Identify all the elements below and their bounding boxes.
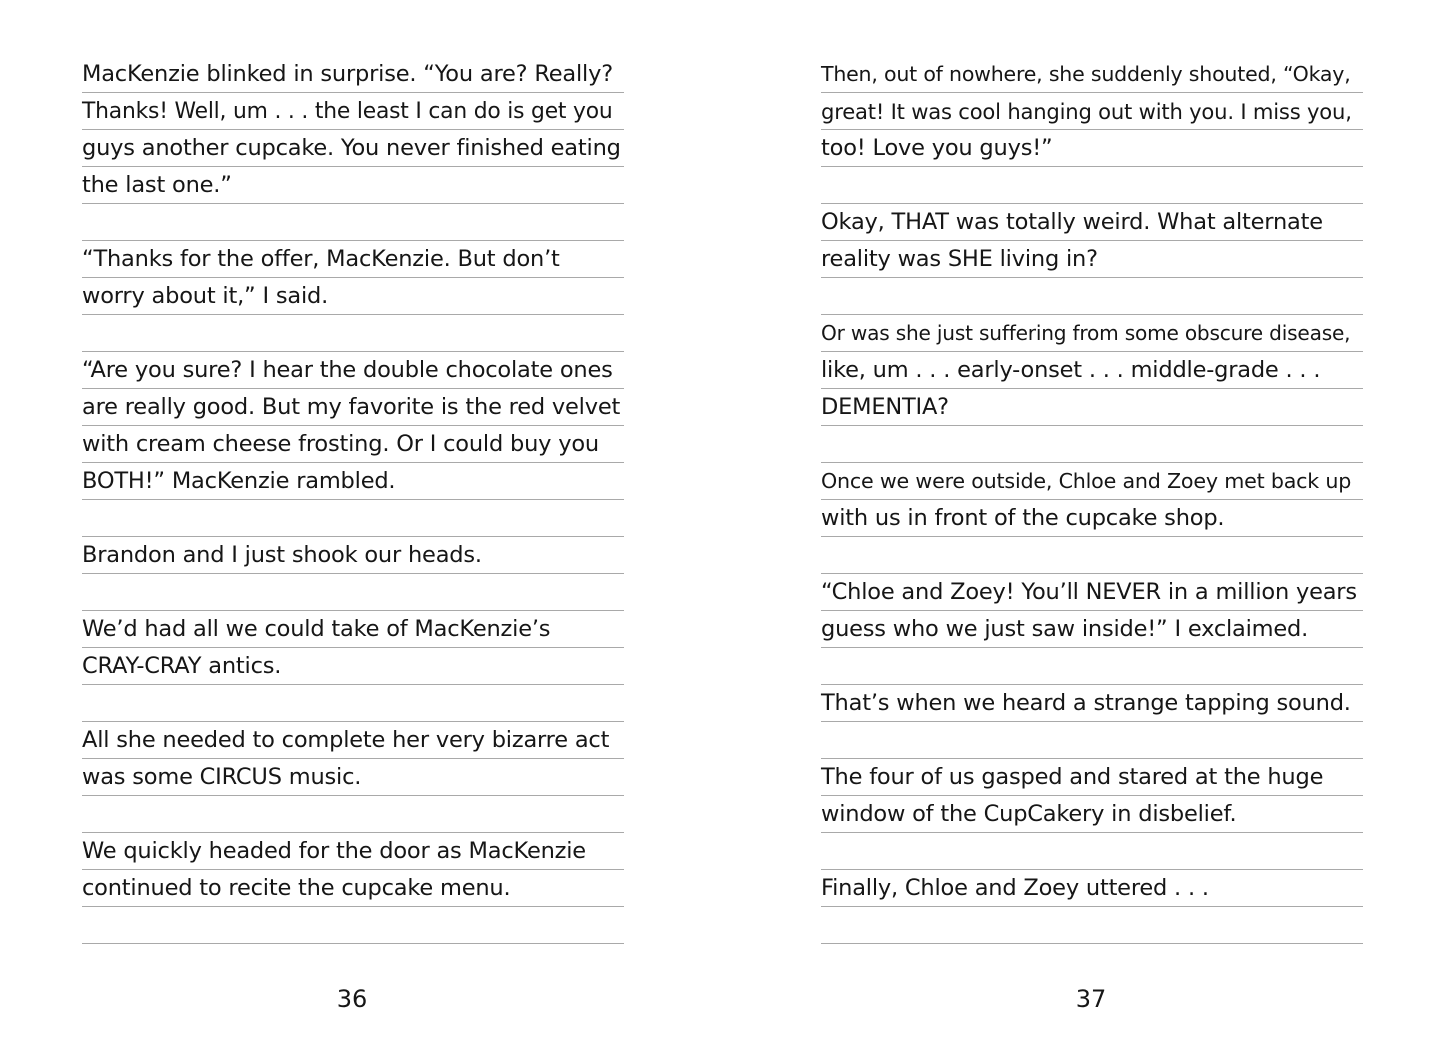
text-line: We quickly headed for the door as MacKenzie — [82, 838, 586, 864]
text-line: “Are you sure? I hear the double chocolate ones — [82, 357, 613, 383]
text-line: with cream cheese frosting. Or I could buy you — [82, 431, 599, 457]
text-line: BOTH!” MacKenzie rambled. — [82, 468, 396, 494]
text-line: guess who we just saw inside!” I exclaimed. — [821, 616, 1309, 642]
text-line: The four of us gasped and stared at the huge — [821, 764, 1324, 790]
text-line: are really good. But my favorite is the red velvet — [82, 394, 621, 420]
text-line: like, um . . . early-onset . . . middle-grade . . . — [821, 357, 1321, 383]
text-line: guys another cupcake. You never finished eating — [82, 135, 621, 161]
text-line: CRAY-CRAY antics. — [82, 653, 282, 679]
text-line: Okay, THAT was totally weird. What alternate — [821, 209, 1323, 235]
text-line: too! Love you guys!” — [821, 135, 1053, 161]
text-line: We’d had all we could take of MacKenzie’s — [82, 616, 551, 642]
text-line: DEMENTIA? — [821, 394, 949, 420]
page-number: 37 — [1075, 985, 1107, 1013]
text-line: All she needed to complete her very bizarre act — [82, 727, 610, 753]
ruled-text-area — [821, 56, 1363, 944]
text-line: the last one.” — [82, 172, 232, 198]
page-number: 36 — [336, 985, 368, 1013]
text-line: “Thanks for the offer, MacKenzie. But don’t — [82, 246, 560, 272]
text-line: That’s when we heard a strange tapping sound. — [821, 690, 1351, 716]
text-line: Brandon and I just shook our heads. — [82, 542, 482, 568]
text-line: reality was SHE living in? — [821, 246, 1098, 272]
text-line: continued to recite the cupcake menu. — [82, 875, 511, 901]
text-line: MacKenzie blinked in surprise. “You are? Really? — [82, 61, 613, 87]
text-line: was some CIRCUS music. — [82, 764, 362, 790]
right-page — [722, 0, 1445, 1051]
text-line: Finally, Chloe and Zoey uttered . . . — [821, 875, 1209, 901]
text-line: with us in front of the cupcake shop. — [821, 505, 1225, 531]
text-line: Once we were outside, Chloe and Zoey met back up — [821, 469, 1352, 493]
left-page — [0, 0, 722, 1051]
text-line: “Chloe and Zoey! You’ll NEVER in a million years — [821, 579, 1357, 605]
text-line: Or was she just suffering from some obscure disease, — [821, 321, 1351, 345]
text-line: great! It was cool hanging out with you. I miss you, — [821, 99, 1352, 124]
text-line: Then, out of nowhere, she suddenly shouted, “Okay, — [821, 62, 1351, 86]
text-line: window of the CupCakery in disbelief. — [821, 801, 1237, 827]
ruled-text-area — [82, 56, 624, 944]
text-line: Thanks! Well, um . . . the least I can do is get you — [82, 99, 613, 124]
text-line: worry about it,” I said. — [82, 283, 329, 309]
